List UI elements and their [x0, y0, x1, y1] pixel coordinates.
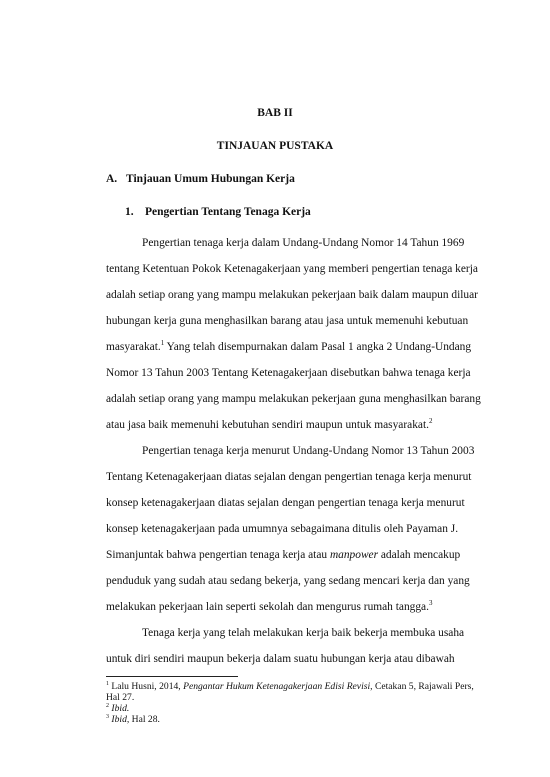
- paragraph-line: Pengertian tenaga kerja dalam Undang-Undang Nomor 14 Tahun 1969: [142, 237, 465, 249]
- text-run: adalah mencakup: [378, 549, 461, 561]
- ibid-text: Ibid,: [111, 714, 130, 725]
- paragraph-line: [106, 339, 472, 354]
- paragraph-line: Tenaga kerja yang telah melakukan kerja baik bekerja membuka usaha: [142, 627, 465, 639]
- paragraph-line: adalah setiap orang yang mampu melakukan pekerjaan guna menghasilkan barang: [106, 393, 481, 405]
- paragraph-line: [106, 600, 445, 614]
- chapter-title: TINJAUAN PUSTAKA: [216, 140, 334, 152]
- paragraph-line: Tentang Ketenagakerjaan diatas sejalan dengan pengertian tenaga kerja menurut: [106, 471, 472, 483]
- paragraph-line: Nomor 13 Tahun 2003 Tentang Ketenagakerjaan disebutkan bahwa tenaga kerja: [106, 367, 471, 379]
- chapter-heading: BAB II: [257, 107, 293, 119]
- paragraph-line: konsep ketenagakerjaan diatas sejalan dengan pengertian tenaga kerja menurut: [106, 497, 465, 509]
- ibid-text: Ibid.: [111, 703, 130, 714]
- section-a-heading: [106, 173, 295, 185]
- text-run: Lalu Husni, 2014,: [109, 681, 184, 692]
- italic-term: manpower: [329, 549, 379, 561]
- footnote-separator: [106, 676, 238, 677]
- footnote-ref: 1: [160, 339, 165, 347]
- section-a-number: A.: [106, 173, 118, 185]
- paragraph-line: adalah setiap orang yang mampu melakukan pekerjaan baik dalam maupun diluar: [106, 289, 478, 301]
- footnote-number: 2: [106, 703, 109, 709]
- footnote-2: [106, 703, 445, 714]
- text-run: masyarakat.: [106, 341, 161, 353]
- paragraph-line: untuk diri sendiri maupun bekerja dalam suatu hubungan kerja atau dibawah: [106, 653, 455, 665]
- paragraph-line: [106, 418, 445, 432]
- subsection-1-number: 1.: [125, 206, 134, 218]
- paragraph-line: penduduk yang sudah atau sedang bekerja, yang sedang mencari kerja dan yang: [106, 575, 470, 587]
- text-run: atau jasa baik memenuhi kebutuhan sendiri maupun untuk masyarakat.: [106, 419, 429, 431]
- paragraph-line: konsep ketenagakerjaan pada umumnya sebagaimana ditulis oleh Payaman J.: [106, 523, 459, 535]
- text-run: Yang telah disempurnakan dalam Pasal 1 angka 2 Undang-Undang: [164, 341, 472, 353]
- footnote-number: 3: [106, 714, 109, 720]
- section-a-title: Tinjauan Umum Hubungan Kerja: [126, 173, 295, 185]
- paragraph-line: [106, 548, 461, 562]
- footnote-3: [106, 714, 445, 725]
- subsection-1-heading: [125, 206, 311, 218]
- text-run: , Cetakan 5, Rajawali Pers,: [370, 681, 474, 692]
- paragraph-line: hubungan kerja guna menghasilkan barang atau jasa untuk memenuhi kebutuan: [106, 315, 469, 327]
- text-run: melakukan pekerjaan lain seperti sekolah dan mengurus rumah tangga.: [106, 601, 429, 613]
- text-run: Hal 28.: [129, 714, 160, 725]
- footnote-ref: 2: [428, 417, 433, 425]
- footnote-1-continued: Hal 27.: [106, 692, 135, 703]
- paragraph-line: tentang Ketentuan Pokok Ketenagakerjaan yang memberi pengertian tenaga kerja: [106, 263, 478, 275]
- footnote-number: 1: [106, 681, 109, 687]
- paragraph-line: Pengertian tenaga kerja menurut Undang-Undang Nomor 13 Tahun 2003: [142, 445, 475, 457]
- text-run: Simanjuntak bahwa pengertian tenaga kerja atau: [106, 549, 330, 561]
- footnote-ref: 3: [428, 599, 433, 607]
- footnote-1: [106, 681, 474, 692]
- book-title: Pengantar Hukum Ketenagakerjaan Edisi Revisi: [183, 681, 371, 692]
- subsection-1-title: Pengertian Tentang Tenaga Kerja: [145, 206, 311, 218]
